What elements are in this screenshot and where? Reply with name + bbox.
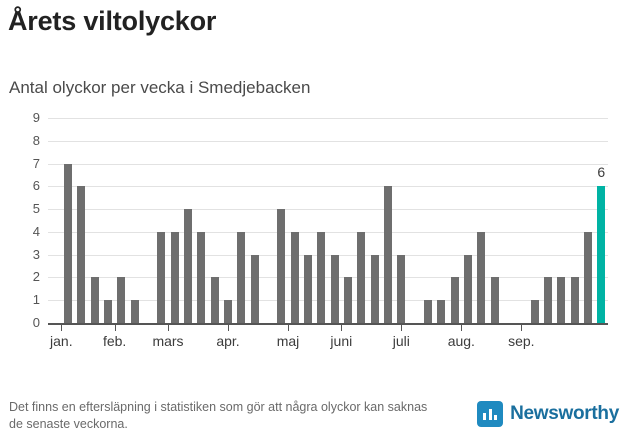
bar xyxy=(384,186,392,323)
bar xyxy=(291,232,299,323)
bar xyxy=(104,300,112,323)
x-axis-tick-label: aug. xyxy=(447,333,475,349)
bar xyxy=(304,255,312,323)
x-axis-tick xyxy=(228,325,229,331)
x-axis-tick xyxy=(168,325,169,331)
logo-text: Newsworthy xyxy=(510,403,619,424)
x-axis-tick-label: maj xyxy=(276,333,300,349)
x-axis-tick xyxy=(341,325,342,331)
bar xyxy=(544,277,552,323)
bar xyxy=(571,277,579,323)
y-axis-tick-label: 3 xyxy=(32,246,40,262)
newsworthy-logo xyxy=(477,401,619,427)
y-axis-tick-label: 2 xyxy=(32,269,40,285)
bar xyxy=(77,186,85,323)
bar xyxy=(357,232,365,323)
bar-chart-icon xyxy=(477,401,503,427)
x-axis-line xyxy=(48,323,608,325)
x-axis-tick xyxy=(61,325,62,331)
y-axis-tick-label: 7 xyxy=(32,155,40,171)
chart-subtitle: Antal olyckor per vecka i Smedjebacken xyxy=(9,78,311,97)
bar xyxy=(491,277,499,323)
x-axis-tick-label: mars xyxy=(152,333,184,349)
y-axis-tick-label: 5 xyxy=(32,201,40,217)
bar xyxy=(197,232,205,323)
x-axis-tick xyxy=(521,325,522,331)
bar xyxy=(397,255,405,323)
bar xyxy=(91,277,99,323)
y-axis-tick-label: 8 xyxy=(32,132,40,148)
bar xyxy=(371,255,379,323)
bar xyxy=(251,255,259,323)
bar xyxy=(117,277,125,323)
x-axis-tick-label: apr. xyxy=(216,333,240,349)
y-axis-tick-label: 4 xyxy=(32,223,40,239)
bar xyxy=(344,277,352,323)
bar xyxy=(557,277,565,323)
bar xyxy=(184,209,192,323)
bar xyxy=(477,232,485,323)
bar xyxy=(451,277,459,323)
bar xyxy=(131,300,139,323)
bar xyxy=(317,232,325,323)
bar xyxy=(424,300,432,323)
x-axis-tick xyxy=(115,325,116,331)
x-axis-tick-label: juni xyxy=(330,333,353,349)
y-axis-tick-label: 9 xyxy=(32,110,40,125)
bar-value-label: 6 xyxy=(597,164,606,181)
bar xyxy=(331,255,339,323)
chart-footnote: Det finns en eftersläpning i statistiken som gör att några olyckor kan saknas de senaste veckorna. xyxy=(9,400,428,431)
y-axis-tick-label: 6 xyxy=(32,178,40,194)
bar xyxy=(171,232,179,323)
bar xyxy=(224,300,232,323)
bar xyxy=(437,300,445,323)
chart-plot-area xyxy=(0,110,631,358)
x-axis-tick xyxy=(401,325,402,331)
bar xyxy=(531,300,539,323)
bar-series xyxy=(48,118,608,323)
bar xyxy=(277,209,285,323)
bar xyxy=(464,255,472,323)
x-axis-tick-label: jan. xyxy=(50,333,73,349)
page-title: Årets viltolyckor xyxy=(8,6,217,36)
x-axis-tick xyxy=(288,325,289,331)
x-axis-tick-label: feb. xyxy=(102,333,127,349)
bar xyxy=(64,164,72,323)
bar xyxy=(157,232,165,323)
bar xyxy=(584,232,592,323)
y-axis-tick-label: 1 xyxy=(32,292,40,308)
bar xyxy=(237,232,245,323)
bar xyxy=(597,186,605,323)
x-axis-tick-label: juli xyxy=(392,333,410,349)
y-axis-tick-label: 0 xyxy=(32,315,40,330)
bar xyxy=(211,277,219,323)
x-axis-tick-label: sep. xyxy=(508,333,535,349)
x-axis-tick xyxy=(461,325,462,331)
